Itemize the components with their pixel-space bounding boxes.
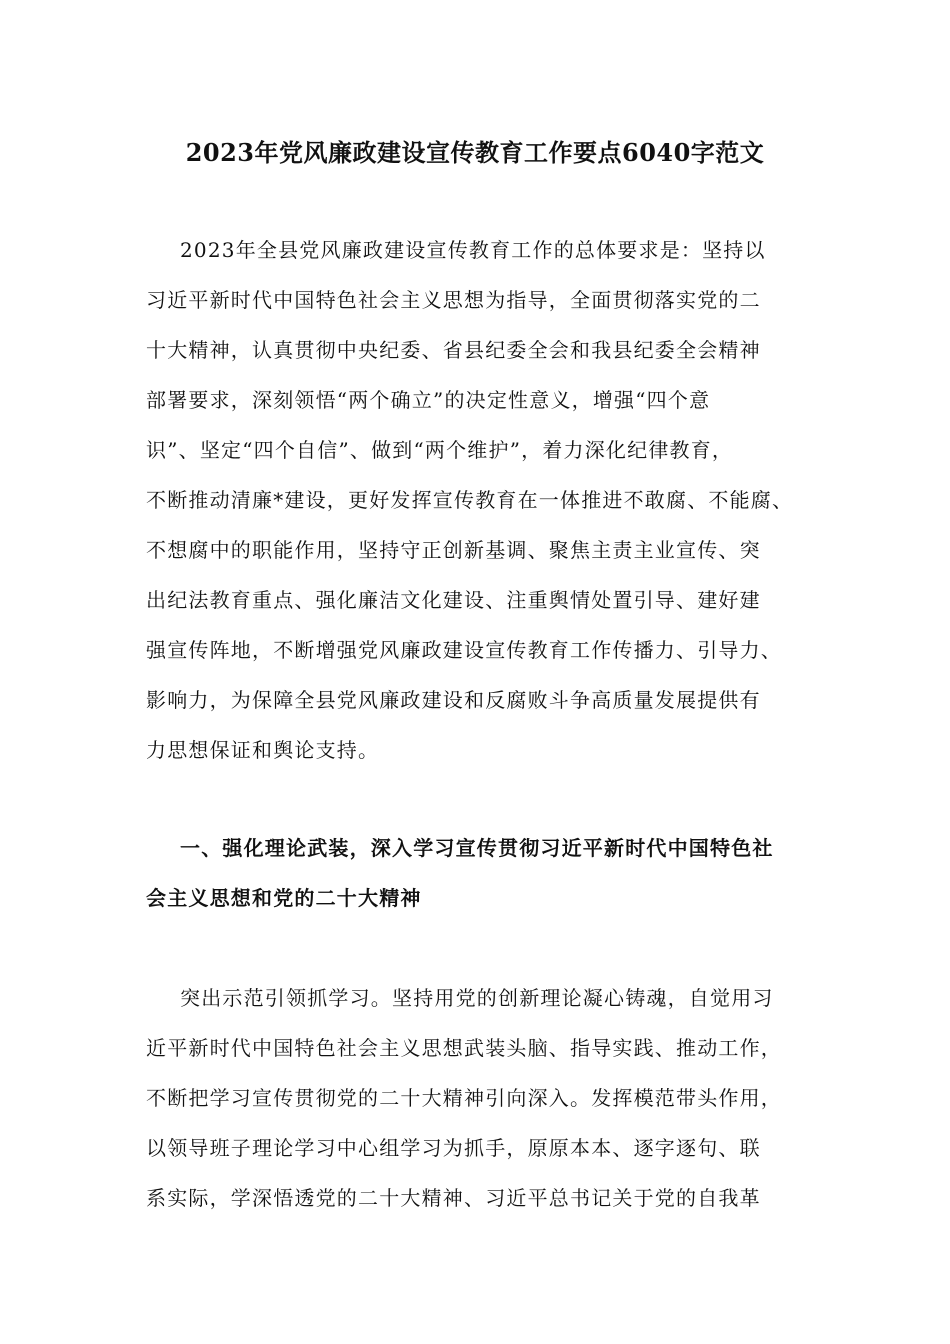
paragraph-line: 不想腐中的职能作用，坚持守正创新基调、聚焦主责主业宣传、突	[146, 538, 761, 562]
paragraph-line: 出纪法教育重点、强化廉洁文化建设、注重舆情处置引导、建好建	[146, 588, 761, 612]
intro-paragraph	[146, 225, 826, 775]
paragraph-line: 2023年全县党风廉政建设宣传教育工作的总体要求是：坚持以	[180, 238, 766, 262]
paragraph-line: 不断推动清廉*建设，更好发挥宣传教育在一体推进不敢腐、不能腐、	[146, 488, 794, 512]
paragraph-line: 系实际，学深悟透党的二十大精神、习近平总书记关于党的自我革	[146, 1186, 761, 1210]
heading-line: 会主义思想和党的二十大精神	[146, 886, 422, 910]
paragraph-line: 力思想保证和舆论支持。	[146, 738, 380, 762]
document-title: 2023年党风廉政建设宣传教育工作要点6040字范文	[185, 138, 765, 167]
paragraph-line: 影响力，为保障全县党风廉政建设和反腐败斗争高质量发展提供有	[146, 688, 761, 712]
section-body-paragraph	[146, 973, 826, 1223]
paragraph-line: 不断把学习宣传贯彻党的二十大精神引向深入。发挥模范带头作用，	[146, 1086, 782, 1110]
heading-line: 一、强化理论武装，深入学习宣传贯彻习近平新时代中国特色社	[180, 836, 774, 860]
paragraph-line: 识”、坚定“四个自信”、做到“两个维护”，着力深化纪律教育，	[146, 438, 734, 462]
paragraph-line: 突出示范引领抓学习。坚持用党的创新理论凝心铸魂，自觉用习	[180, 986, 774, 1010]
paragraph-line: 强宣传阵地，不断增强党风廉政建设宣传教育工作传播力、引导力、	[146, 638, 782, 662]
section-heading	[146, 823, 826, 923]
paragraph-line: 习近平新时代中国特色社会主义思想为指导，全面贯彻落实党的二	[146, 288, 761, 312]
paragraph-line: 十大精神，认真贯彻中央纪委、省县纪委全会和我县纪委全会精神	[146, 338, 761, 362]
paragraph-line: 近平新时代中国特色社会主义思想武装头脑、指导实践、推动工作，	[146, 1036, 782, 1060]
paragraph-line: 以领导班子理论学习中心组学习为抓手，原原本本、逐字逐句、联	[146, 1136, 761, 1160]
paragraph-line: 部署要求，深刻领悟“两个确立”的决定性意义，增强“四个意	[146, 388, 711, 412]
